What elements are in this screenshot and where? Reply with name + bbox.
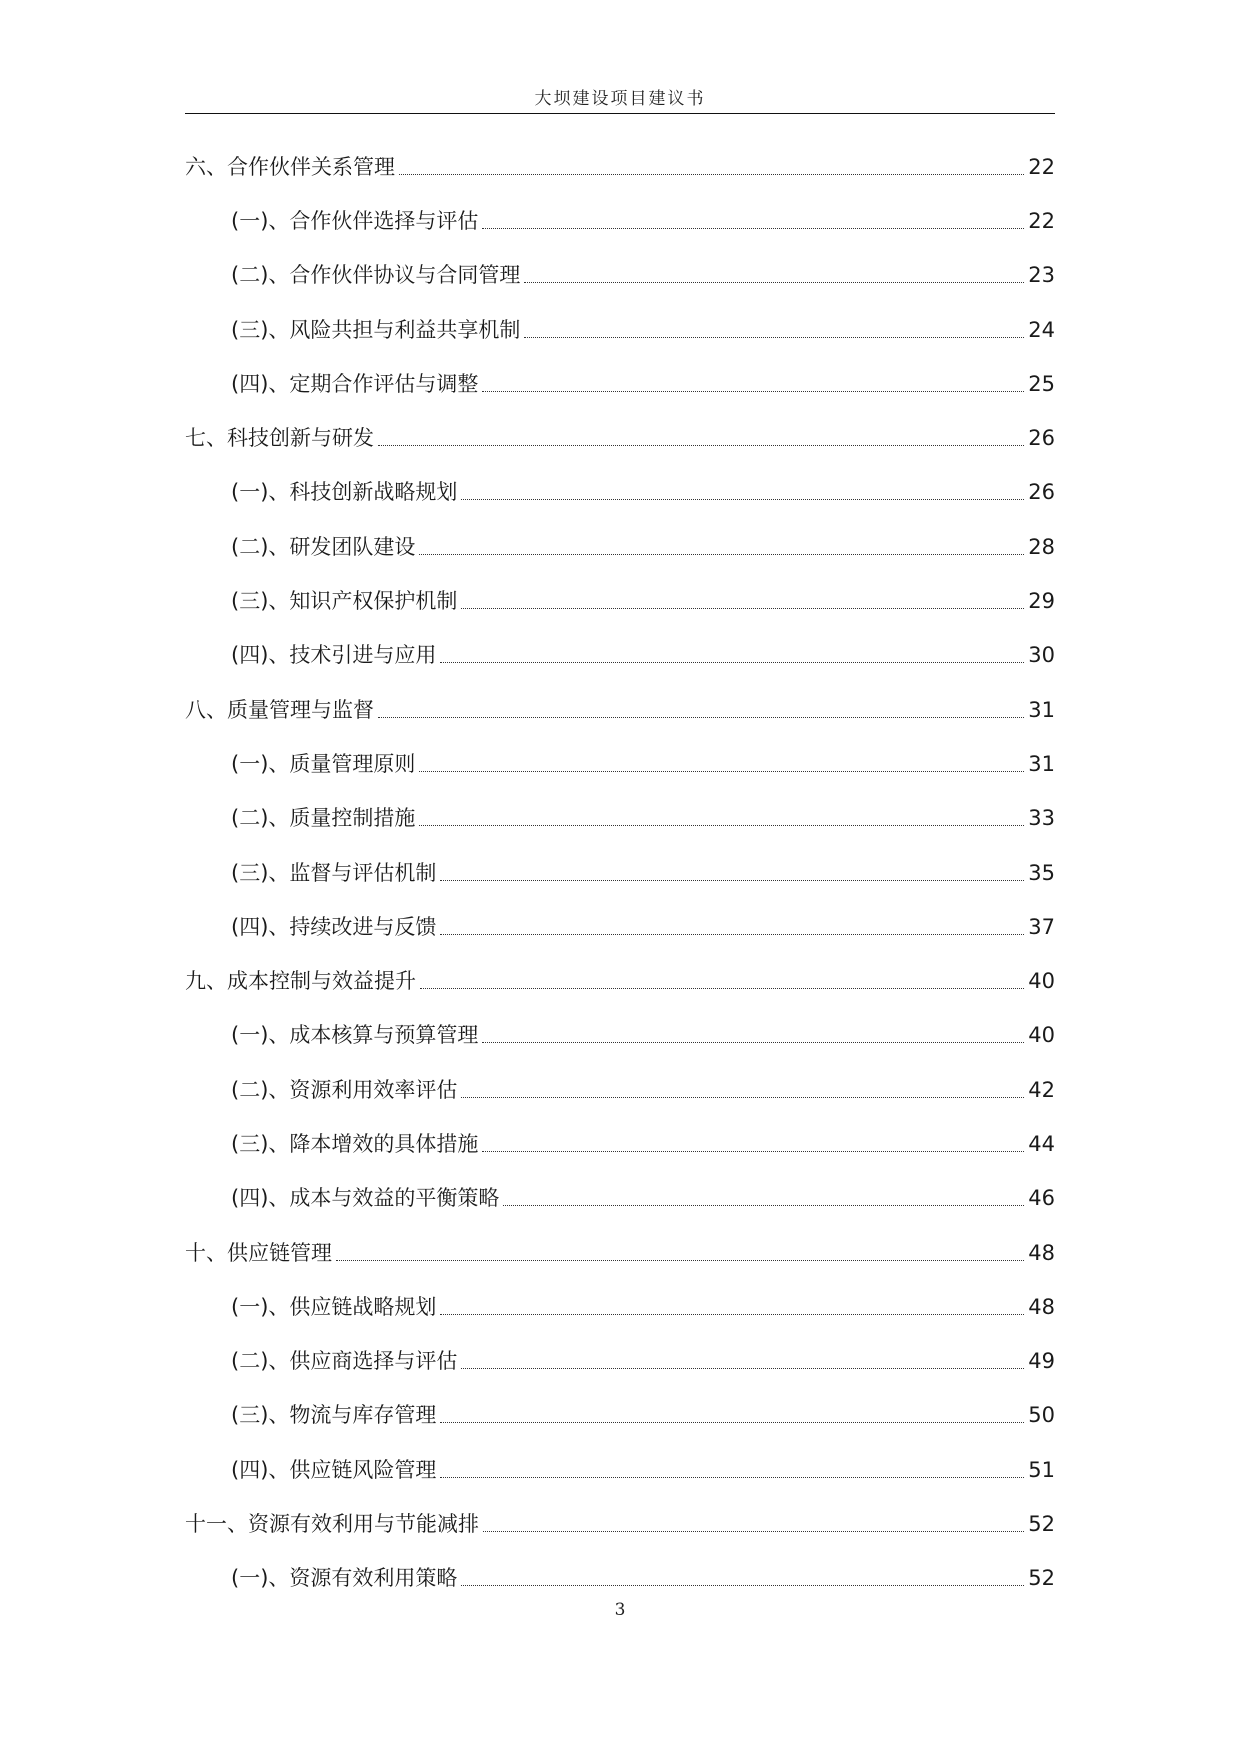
toc-dot-leader <box>503 1205 1024 1206</box>
toc-entry-page: 31 <box>1028 697 1055 722</box>
toc-dot-leader <box>336 1260 1024 1261</box>
toc-entry-page: 37 <box>1028 914 1055 939</box>
toc-section-entry[interactable] <box>185 520 1055 574</box>
toc-section-entry[interactable] <box>185 1389 1055 1443</box>
toc-entry-page: 48 <box>1028 1240 1055 1265</box>
toc-entry-title: (四)、供应链风险管理 <box>231 1457 437 1482</box>
toc-entry-page: 31 <box>1028 751 1055 776</box>
running-header-title: 大坝建设项目建议书 <box>534 89 706 109</box>
toc-entry-page: 22 <box>1028 154 1055 179</box>
toc-dot-leader <box>420 988 1024 989</box>
toc-chapter-entry[interactable] <box>185 954 1055 1008</box>
toc-dot-leader <box>461 1368 1024 1369</box>
toc-dot-leader <box>482 1042 1024 1043</box>
toc-dot-leader <box>440 934 1024 935</box>
toc-entry-page: 35 <box>1028 860 1055 885</box>
toc-entry-title: (一)、合作伙伴选择与评估 <box>231 208 479 233</box>
toc-entry-page: 52 <box>1028 1566 1055 1591</box>
header-rule <box>185 113 1055 114</box>
toc-dot-leader <box>378 717 1024 718</box>
toc-entry-page: 25 <box>1028 371 1055 396</box>
toc-dot-leader <box>482 1151 1024 1152</box>
toc-dot-leader <box>524 282 1024 283</box>
toc-entry-page: 52 <box>1028 1512 1055 1537</box>
toc-chapter-entry[interactable] <box>185 1497 1055 1551</box>
toc-entry-page: 42 <box>1028 1077 1055 1102</box>
table-of-contents <box>185 140 1055 1606</box>
toc-section-entry[interactable] <box>185 1335 1055 1389</box>
toc-dot-leader <box>440 1477 1024 1478</box>
toc-section-entry[interactable] <box>185 1280 1055 1334</box>
toc-entry-title: (四)、定期合作评估与调整 <box>231 371 479 396</box>
toc-entry-page: 40 <box>1028 1023 1055 1048</box>
toc-dot-leader <box>440 662 1024 663</box>
toc-entry-page: 28 <box>1028 534 1055 559</box>
toc-entry-page: 48 <box>1028 1294 1055 1319</box>
toc-entry-title: (二)、质量控制措施 <box>231 806 416 831</box>
toc-entry-title: (三)、风险共担与利益共享机制 <box>231 317 521 342</box>
toc-chapter-entry[interactable] <box>185 140 1055 194</box>
toc-entry-page: 50 <box>1028 1403 1055 1428</box>
toc-entry-title: 七、科技创新与研发 <box>185 426 374 451</box>
toc-dot-leader <box>524 337 1024 338</box>
toc-entry-title: (一)、供应链战略规划 <box>231 1294 437 1319</box>
toc-dot-leader <box>440 880 1024 881</box>
toc-dot-leader <box>419 825 1024 826</box>
toc-section-entry[interactable] <box>185 1443 1055 1497</box>
toc-entry-title: (三)、监督与评估机制 <box>231 860 437 885</box>
toc-entry-page: 29 <box>1028 589 1055 614</box>
toc-entry-title: (四)、技术引进与应用 <box>231 643 437 668</box>
toc-chapter-entry[interactable] <box>185 1226 1055 1280</box>
toc-dot-leader <box>440 1314 1024 1315</box>
toc-entry-page: 24 <box>1028 317 1055 342</box>
toc-entry-page: 40 <box>1028 969 1055 994</box>
toc-section-entry[interactable] <box>185 792 1055 846</box>
toc-entry-page: 23 <box>1028 263 1055 288</box>
toc-entry-title: (三)、降本增效的具体措施 <box>231 1131 479 1156</box>
toc-dot-leader <box>419 771 1024 772</box>
toc-chapter-entry[interactable] <box>185 683 1055 737</box>
toc-section-entry[interactable] <box>185 1063 1055 1117</box>
toc-section-entry[interactable] <box>185 1117 1055 1171</box>
toc-section-entry[interactable] <box>185 1172 1055 1226</box>
toc-entry-title: (二)、研发团队建设 <box>231 534 416 559</box>
toc-section-entry[interactable] <box>185 303 1055 357</box>
toc-entry-page: 44 <box>1028 1131 1055 1156</box>
toc-entry-title: 六、合作伙伴关系管理 <box>185 154 395 179</box>
toc-dot-leader <box>461 1097 1024 1098</box>
toc-chapter-entry[interactable] <box>185 411 1055 465</box>
toc-entry-page: 30 <box>1028 643 1055 668</box>
page-number: 3 <box>614 1600 626 1620</box>
toc-entry-title: (一)、资源有效利用策略 <box>231 1566 458 1591</box>
toc-dot-leader <box>399 174 1024 175</box>
toc-entry-title: 十一、资源有效利用与节能减排 <box>185 1512 479 1537</box>
toc-dot-leader <box>482 391 1024 392</box>
toc-section-entry[interactable] <box>185 194 1055 248</box>
toc-entry-title: (三)、物流与库存管理 <box>231 1403 437 1428</box>
toc-entry-title: (三)、知识产权保护机制 <box>231 589 458 614</box>
toc-dot-leader <box>419 554 1024 555</box>
toc-entry-title: (四)、持续改进与反馈 <box>231 914 437 939</box>
toc-dot-leader <box>482 228 1024 229</box>
toc-section-entry[interactable] <box>185 466 1055 520</box>
toc-section-entry[interactable] <box>185 1009 1055 1063</box>
toc-section-entry[interactable] <box>185 249 1055 303</box>
toc-entry-title: (一)、质量管理原则 <box>231 751 416 776</box>
toc-section-entry[interactable] <box>185 737 1055 791</box>
toc-section-entry[interactable] <box>185 629 1055 683</box>
toc-entry-page: 22 <box>1028 208 1055 233</box>
toc-section-entry[interactable] <box>185 1552 1055 1606</box>
toc-section-entry[interactable] <box>185 846 1055 900</box>
toc-entry-title: (二)、合作伙伴协议与合同管理 <box>231 263 521 288</box>
toc-entry-page: 51 <box>1028 1457 1055 1482</box>
toc-entry-title: (四)、成本与效益的平衡策略 <box>231 1186 500 1211</box>
toc-entry-page: 46 <box>1028 1186 1055 1211</box>
toc-dot-leader <box>440 1422 1024 1423</box>
toc-entry-title: (二)、供应商选择与评估 <box>231 1349 458 1374</box>
toc-entry-page: 26 <box>1028 426 1055 451</box>
toc-entry-page: 49 <box>1028 1349 1055 1374</box>
toc-section-entry[interactable] <box>185 574 1055 628</box>
toc-entry-title: 十、供应链管理 <box>185 1240 332 1265</box>
toc-entry-title: 八、质量管理与监督 <box>185 697 374 722</box>
toc-section-entry[interactable] <box>185 900 1055 954</box>
toc-entry-title: (二)、资源利用效率评估 <box>231 1077 458 1102</box>
toc-section-entry[interactable] <box>185 357 1055 411</box>
toc-dot-leader <box>483 1531 1024 1532</box>
toc-dot-leader <box>461 608 1024 609</box>
toc-dot-leader <box>461 1585 1024 1586</box>
toc-entry-title: 九、成本控制与效益提升 <box>185 969 416 994</box>
toc-entry-page: 33 <box>1028 806 1055 831</box>
toc-dot-leader <box>461 499 1024 500</box>
toc-entry-page: 26 <box>1028 480 1055 505</box>
toc-dot-leader <box>378 445 1024 446</box>
toc-entry-title: (一)、科技创新战略规划 <box>231 480 458 505</box>
toc-entry-title: (一)、成本核算与预算管理 <box>231 1023 479 1048</box>
